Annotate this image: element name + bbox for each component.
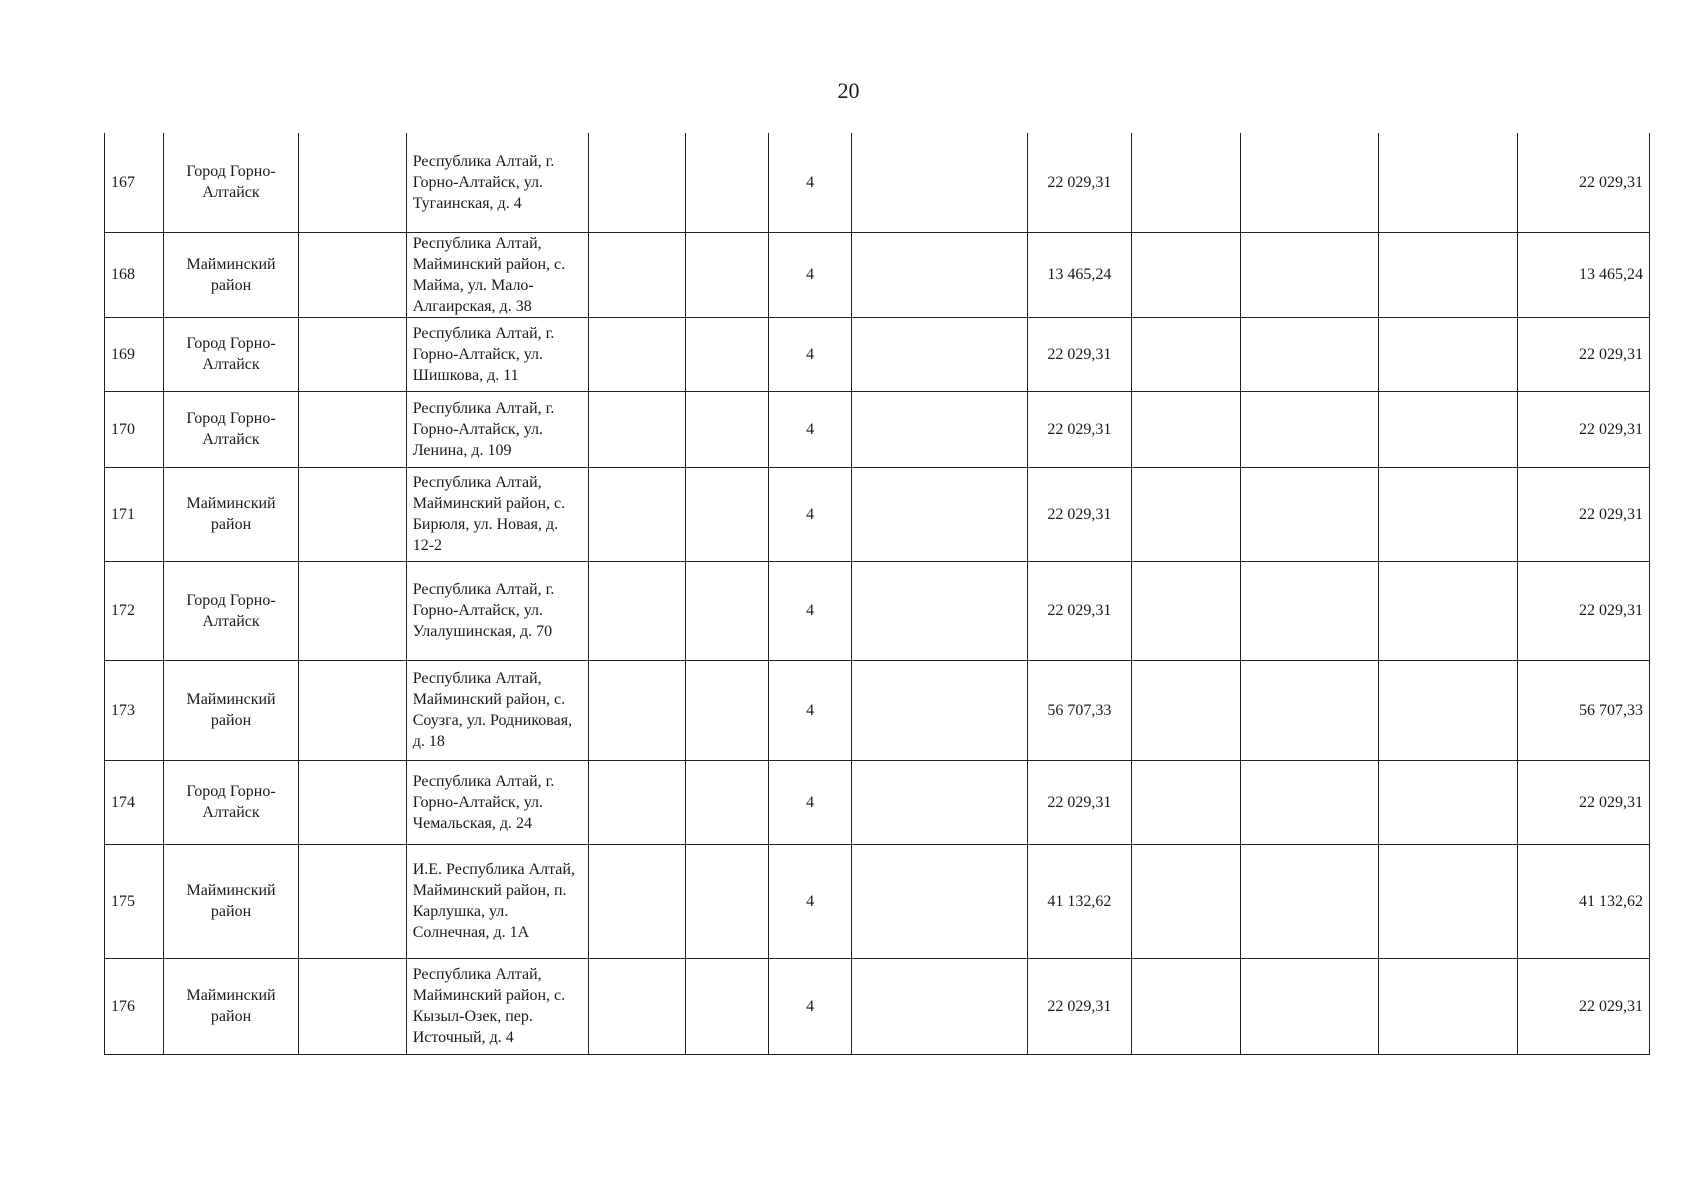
- empty-cell: [588, 133, 685, 232]
- empty-cell: [299, 958, 406, 1054]
- row-number: 173: [105, 660, 164, 760]
- empty-cell: [1240, 844, 1378, 958]
- total-cell: 56 707,33: [1518, 660, 1650, 760]
- table-row: [105, 317, 1650, 391]
- empty-cell: [1378, 760, 1518, 844]
- empty-cell: [1378, 317, 1518, 391]
- empty-cell: [299, 760, 406, 844]
- table-row: [105, 391, 1650, 467]
- empty-cell: [852, 844, 1028, 958]
- row-number: 172: [105, 561, 164, 660]
- cost-cell: 22 029,31: [1028, 133, 1131, 232]
- empty-cell: [686, 391, 769, 467]
- address-cell: Республика Алтай, Майминский район, с. Бирюля, ул. Новая, д. 12-2: [406, 467, 588, 561]
- total-cell: 41 132,62: [1518, 844, 1650, 958]
- empty-cell: [1131, 467, 1240, 561]
- quantity-cell: 4: [769, 317, 852, 391]
- empty-cell: [686, 232, 769, 317]
- empty-cell: [1240, 760, 1378, 844]
- total-cell: 22 029,31: [1518, 391, 1650, 467]
- total-cell: 22 029,31: [1518, 467, 1650, 561]
- empty-cell: [299, 232, 406, 317]
- empty-cell: [852, 958, 1028, 1054]
- empty-cell: [1378, 958, 1518, 1054]
- empty-cell: [1240, 660, 1378, 760]
- empty-cell: [852, 232, 1028, 317]
- cost-cell: 22 029,31: [1028, 391, 1131, 467]
- address-cell: Республика Алтай, г. Горно-Алтайск, ул. Шишкова, д. 11: [406, 317, 588, 391]
- empty-cell: [686, 467, 769, 561]
- empty-cell: [1131, 958, 1240, 1054]
- row-number: 171: [105, 467, 164, 561]
- empty-cell: [588, 561, 685, 660]
- empty-cell: [1131, 232, 1240, 317]
- empty-cell: [1131, 660, 1240, 760]
- district-cell: Майминский район: [163, 958, 299, 1054]
- empty-cell: [852, 660, 1028, 760]
- quantity-cell: 4: [769, 660, 852, 760]
- district-cell: Майминский район: [163, 232, 299, 317]
- empty-cell: [1378, 467, 1518, 561]
- total-cell: 22 029,31: [1518, 133, 1650, 232]
- empty-cell: [1240, 232, 1378, 317]
- total-cell: 22 029,31: [1518, 561, 1650, 660]
- empty-cell: [1378, 561, 1518, 660]
- empty-cell: [1131, 760, 1240, 844]
- row-number: 176: [105, 958, 164, 1054]
- empty-cell: [588, 660, 685, 760]
- empty-cell: [1240, 958, 1378, 1054]
- address-cell: Республика Алтай, Майминский район, с. Кызыл-Озек, пер. Источный, д. 4: [406, 958, 588, 1054]
- empty-cell: [1378, 660, 1518, 760]
- district-cell: Город Горно-Алтайск: [163, 317, 299, 391]
- empty-cell: [1131, 844, 1240, 958]
- empty-cell: [1240, 561, 1378, 660]
- empty-cell: [1240, 133, 1378, 232]
- empty-cell: [588, 232, 685, 317]
- district-cell: Город Горно-Алтайск: [163, 391, 299, 467]
- district-cell: Майминский район: [163, 660, 299, 760]
- row-number: 168: [105, 232, 164, 317]
- address-cell: Республика Алтай, г. Горно-Алтайск, ул. Тугаинская, д. 4: [406, 133, 588, 232]
- empty-cell: [1378, 232, 1518, 317]
- total-cell: 22 029,31: [1518, 317, 1650, 391]
- empty-cell: [852, 467, 1028, 561]
- page-number: 20: [837, 78, 860, 103]
- empty-cell: [686, 317, 769, 391]
- cost-cell: 22 029,31: [1028, 467, 1131, 561]
- quantity-cell: 4: [769, 958, 852, 1054]
- empty-cell: [852, 760, 1028, 844]
- address-cell: И.Е. Республика Алтай, Майминский район, п. Карлушка, ул. Солнечная, д. 1А: [406, 844, 588, 958]
- cost-cell: 13 465,24: [1028, 232, 1131, 317]
- row-number: 169: [105, 317, 164, 391]
- empty-cell: [1378, 391, 1518, 467]
- quantity-cell: 4: [769, 391, 852, 467]
- cost-cell: 22 029,31: [1028, 317, 1131, 391]
- table-row: [105, 844, 1650, 958]
- empty-cell: [852, 561, 1028, 660]
- empty-cell: [1240, 391, 1378, 467]
- table-row: [105, 232, 1650, 317]
- empty-cell: [1240, 467, 1378, 561]
- address-cell: Республика Алтай, Майминский район, с. Соузга, ул. Родниковая, д. 18: [406, 660, 588, 760]
- empty-cell: [588, 317, 685, 391]
- empty-cell: [1131, 133, 1240, 232]
- quantity-cell: 4: [769, 760, 852, 844]
- data-table: [104, 133, 1650, 1055]
- total-cell: 22 029,31: [1518, 760, 1650, 844]
- empty-cell: [588, 760, 685, 844]
- cost-cell: 22 029,31: [1028, 760, 1131, 844]
- empty-cell: [299, 561, 406, 660]
- table-row: [105, 760, 1650, 844]
- empty-cell: [588, 844, 685, 958]
- empty-cell: [299, 133, 406, 232]
- address-cell: Республика Алтай, Майминский район, с. Майма, ул. Мало-Алгаирская, д. 38: [406, 232, 588, 317]
- empty-cell: [852, 317, 1028, 391]
- row-number: 170: [105, 391, 164, 467]
- empty-cell: [588, 958, 685, 1054]
- empty-cell: [686, 561, 769, 660]
- empty-cell: [686, 660, 769, 760]
- row-number: 175: [105, 844, 164, 958]
- cost-cell: 56 707,33: [1028, 660, 1131, 760]
- empty-cell: [299, 844, 406, 958]
- address-cell: Республика Алтай, г. Горно-Алтайск, ул. Чемальская, д. 24: [406, 760, 588, 844]
- empty-cell: [588, 467, 685, 561]
- table-row: [105, 561, 1650, 660]
- district-cell: Город Горно-Алтайск: [163, 561, 299, 660]
- empty-cell: [1240, 317, 1378, 391]
- empty-cell: [1378, 133, 1518, 232]
- empty-cell: [852, 133, 1028, 232]
- district-cell: Город Горно-Алтайск: [163, 133, 299, 232]
- table-row: [105, 958, 1650, 1054]
- empty-cell: [686, 133, 769, 232]
- empty-cell: [686, 844, 769, 958]
- district-cell: Город Горно-Алтайск: [163, 760, 299, 844]
- quantity-cell: 4: [769, 467, 852, 561]
- table-row: [105, 133, 1650, 232]
- cost-cell: 41 132,62: [1028, 844, 1131, 958]
- empty-cell: [852, 391, 1028, 467]
- address-cell: Республика Алтай, г. Горно-Алтайск, ул. Улалушинская, д. 70: [406, 561, 588, 660]
- row-number: 167: [105, 133, 164, 232]
- address-cell: Республика Алтай, г. Горно-Алтайск, ул. Ленина, д. 109: [406, 391, 588, 467]
- empty-cell: [299, 317, 406, 391]
- empty-cell: [686, 760, 769, 844]
- table-row: [105, 660, 1650, 760]
- empty-cell: [1131, 561, 1240, 660]
- empty-cell: [1378, 844, 1518, 958]
- empty-cell: [1131, 391, 1240, 467]
- total-cell: 13 465,24: [1518, 232, 1650, 317]
- total-cell: 22 029,31: [1518, 958, 1650, 1054]
- quantity-cell: 4: [769, 844, 852, 958]
- district-cell: Майминский район: [163, 467, 299, 561]
- empty-cell: [686, 958, 769, 1054]
- empty-cell: [299, 467, 406, 561]
- table-row: [105, 467, 1650, 561]
- quantity-cell: 4: [769, 232, 852, 317]
- row-number: 174: [105, 760, 164, 844]
- empty-cell: [588, 391, 685, 467]
- empty-cell: [299, 391, 406, 467]
- cost-cell: 22 029,31: [1028, 958, 1131, 1054]
- empty-cell: [299, 660, 406, 760]
- cost-cell: 22 029,31: [1028, 561, 1131, 660]
- quantity-cell: 4: [769, 561, 852, 660]
- district-cell: Майминский район: [163, 844, 299, 958]
- empty-cell: [1131, 317, 1240, 391]
- quantity-cell: 4: [769, 133, 852, 232]
